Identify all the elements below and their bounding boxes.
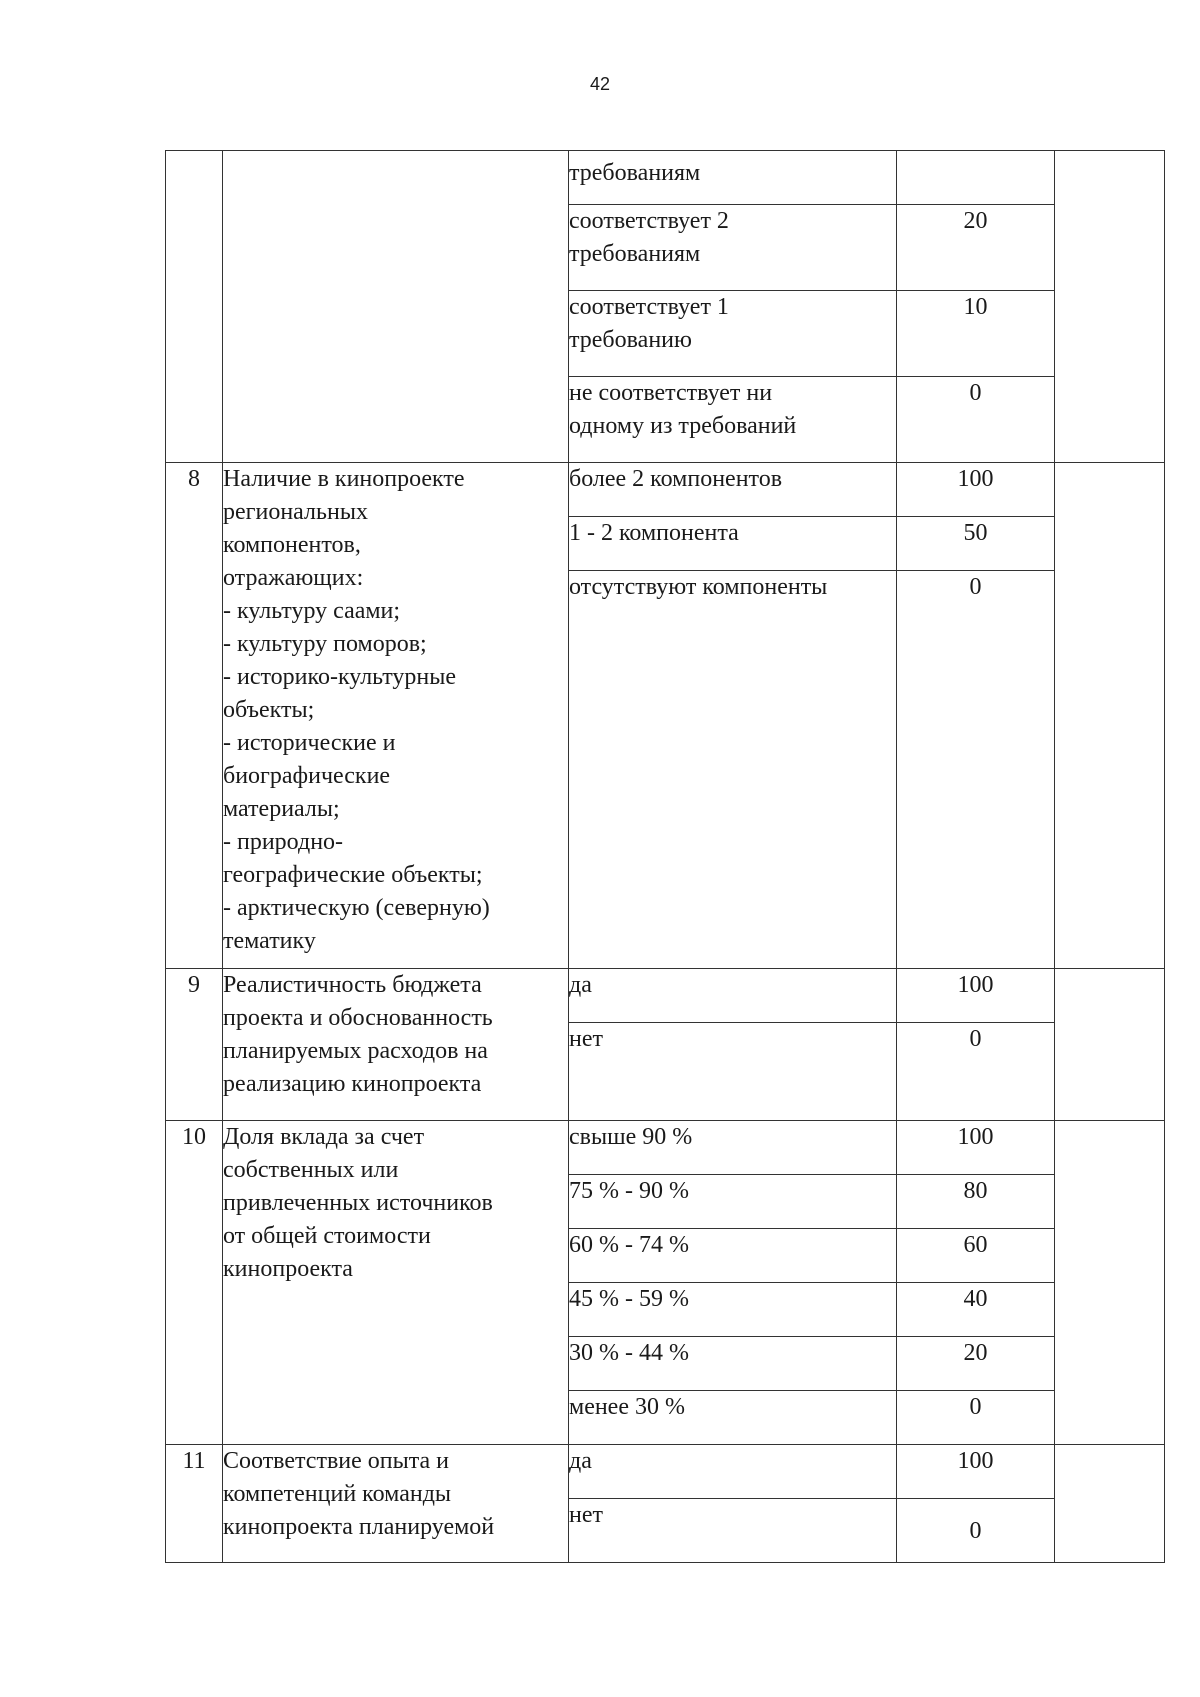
table-row xyxy=(166,463,1165,517)
criterion-cell xyxy=(223,151,569,463)
option-cell: 75 % - 90 % xyxy=(569,1175,897,1229)
row-number-cell xyxy=(166,151,223,463)
score-cell: 20 xyxy=(897,205,1055,291)
score-cell: 0 xyxy=(897,377,1055,463)
row-number-cell: 8 xyxy=(166,463,223,969)
row-number-cell: 10 xyxy=(166,1121,223,1445)
score-cell: 100 xyxy=(897,1445,1055,1499)
page-number: 42 xyxy=(589,74,611,94)
extra-cell xyxy=(1055,151,1165,463)
criterion-cell: Соответствие опыта и компетенций команды кинопроекта планируемой xyxy=(223,1445,569,1563)
option-cell: 60 % - 74 % xyxy=(569,1229,897,1283)
row-number-cell: 9 xyxy=(166,969,223,1121)
option-cell: свыше 90 % xyxy=(569,1121,897,1175)
score-cell: 0 xyxy=(897,1023,1055,1121)
table-row xyxy=(166,1121,1165,1175)
option-cell: не соответствует ни одному из требований xyxy=(569,377,897,463)
extra-cell xyxy=(1055,463,1165,969)
criteria-table xyxy=(165,150,1165,1563)
score-cell xyxy=(897,151,1055,205)
score-cell: 50 xyxy=(897,517,1055,571)
option-cell: нет xyxy=(569,1023,897,1121)
option-cell: соответствует 2 требованиям xyxy=(569,205,897,291)
score-cell: 40 xyxy=(897,1283,1055,1337)
option-cell: 30 % - 44 % xyxy=(569,1337,897,1391)
score-cell: 0 xyxy=(897,1391,1055,1445)
score-cell: 10 xyxy=(897,291,1055,377)
option-cell: да xyxy=(569,969,897,1023)
score-cell: 60 xyxy=(897,1229,1055,1283)
option-cell: 45 % - 59 % xyxy=(569,1283,897,1337)
option-cell: 1 - 2 компонента xyxy=(569,517,897,571)
extra-cell xyxy=(1055,1121,1165,1445)
score-cell: 100 xyxy=(897,463,1055,517)
score-cell: 0 xyxy=(897,571,1055,969)
option-cell: отсутствуют компоненты xyxy=(569,571,897,969)
option-cell: требованиям xyxy=(569,151,897,205)
option-cell: нет xyxy=(569,1499,897,1563)
extra-cell xyxy=(1055,969,1165,1121)
criterion-cell: Реалистичность бюджета проекта и обоснованность планируемых расходов на реализацию кинопроекта xyxy=(223,969,569,1121)
criterion-cell: Доля вклада за счет собственных или привлеченных источников от общей стоимости кинопроекта xyxy=(223,1121,569,1445)
table-row xyxy=(166,1445,1165,1499)
score-cell: 100 xyxy=(897,1121,1055,1175)
row-number-cell: 11 xyxy=(166,1445,223,1563)
extra-cell xyxy=(1055,1445,1165,1563)
table-row xyxy=(166,969,1165,1023)
score-cell: 100 xyxy=(897,969,1055,1023)
score-cell: 80 xyxy=(897,1175,1055,1229)
score-cell: 20 xyxy=(897,1337,1055,1391)
score-cell: 0 xyxy=(897,1499,1055,1563)
option-cell: менее 30 % xyxy=(569,1391,897,1445)
criterion-cell: Наличие в кинопроекте региональных компонентов, отражающих: - культуру саами; - культуру поморов; - историко-культурные объекты; - исторические и биографические материалы; - природно- географические объекты; - арктическую (северную) тематику xyxy=(223,463,569,969)
table-row xyxy=(166,151,1165,205)
option-cell: да xyxy=(569,1445,897,1499)
option-cell: соответствует 1 требованию xyxy=(569,291,897,377)
option-cell: более 2 компонентов xyxy=(569,463,897,517)
